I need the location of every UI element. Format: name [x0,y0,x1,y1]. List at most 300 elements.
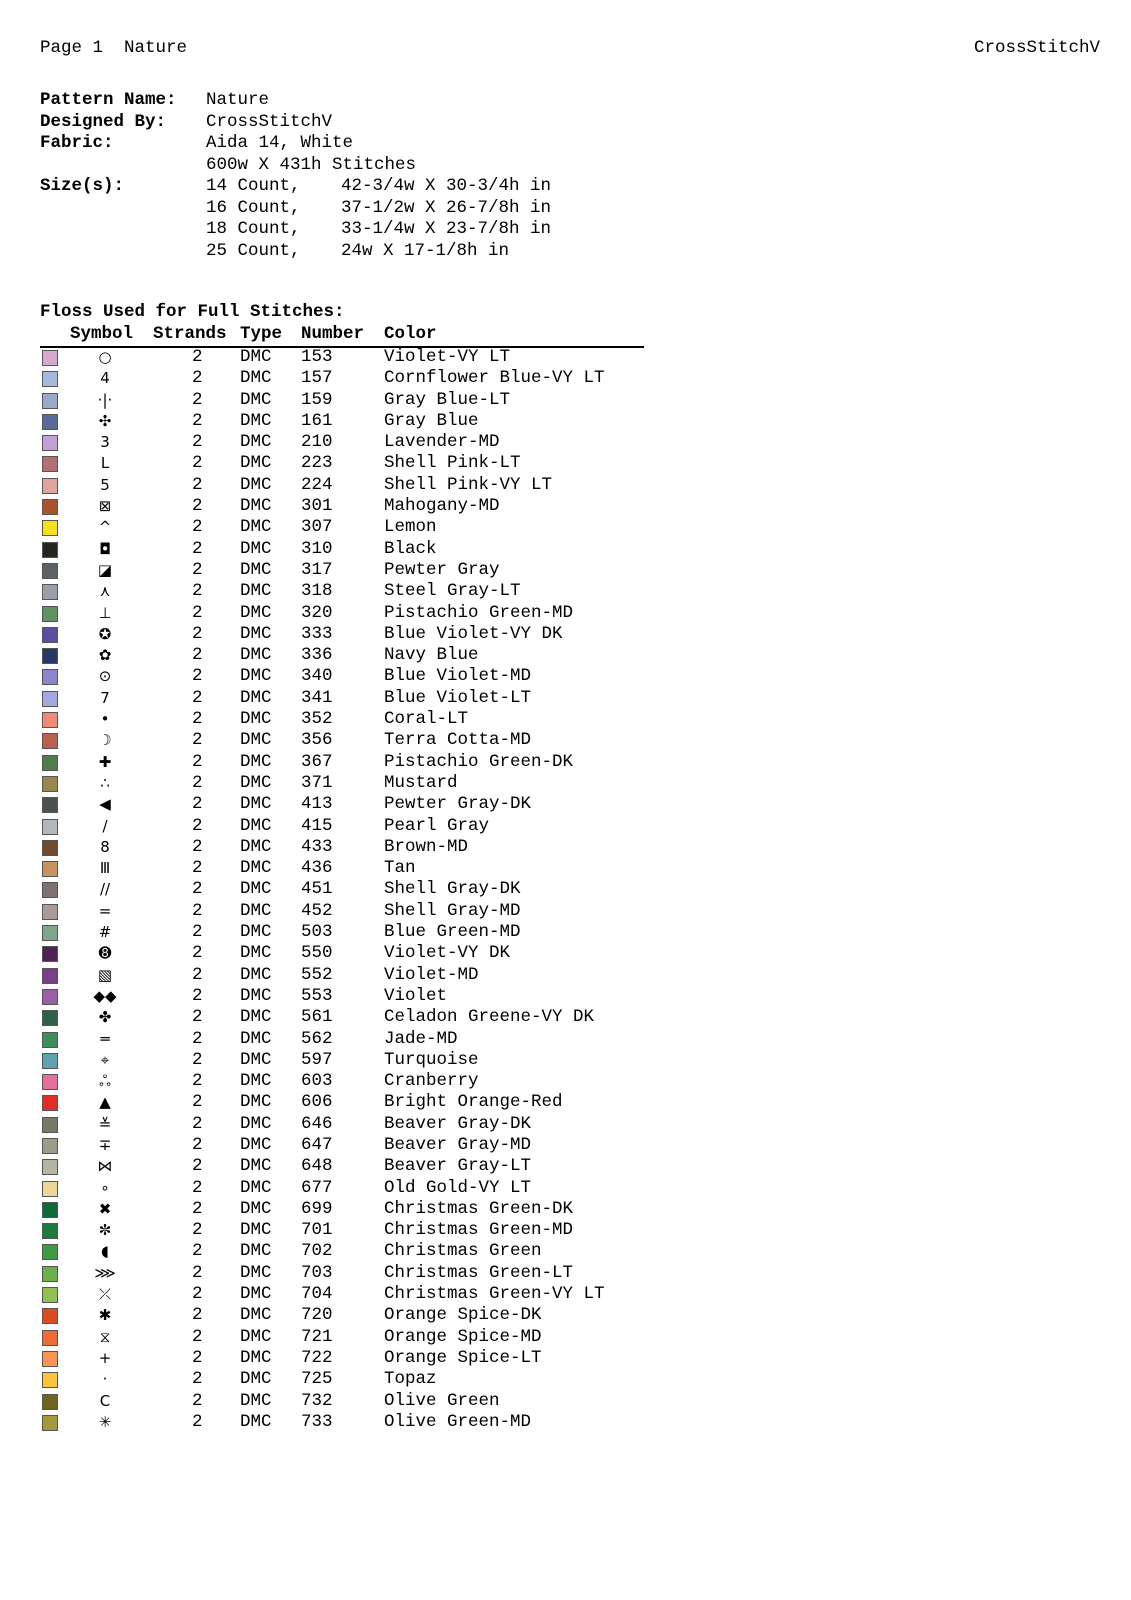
floss-row [40,858,680,879]
type-value: DMC [240,389,272,410]
symbol-glyph: ✤ [98,1008,112,1027]
floss-title: Floss Used for Full Stitches: [40,302,345,322]
type-value: DMC [240,368,272,389]
type-value: DMC [240,347,272,367]
type-value: DMC [240,453,272,474]
floss-row [40,517,680,538]
color-swatch [42,456,58,472]
strands-value: 2 [192,581,203,602]
color-swatch [42,1223,58,1239]
floss-number: 701 [301,1220,333,1241]
symbol-glyph: ▲ [99,1093,111,1112]
color-swatch [42,1074,58,1090]
strands-value: 2 [192,1305,203,1326]
floss-row [40,1029,680,1050]
floss-row [40,1071,680,1092]
floss-row [40,816,680,837]
symbol-glyph: ✪ [98,624,112,643]
color-name: Coral-LT [384,709,469,730]
strands-value: 2 [192,836,203,857]
type-value: DMC [240,1220,272,1241]
symbol-glyph: ⋈ [97,1157,113,1176]
floss-number: 550 [301,943,333,964]
strands-value: 2 [192,964,203,985]
color-swatch [42,1351,58,1367]
size-count: 16 Count, [206,197,301,218]
designed-by-value: CrossStitchV [206,111,333,132]
color-name: Mahogany-MD [384,496,500,517]
strands-value: 2 [192,645,203,666]
col-header-symbol: Symbol [70,324,134,344]
floss-row [40,1156,680,1177]
symbol-glyph: ◪ [97,560,113,579]
designed-by-label: Designed By: [40,111,167,132]
floss-number: 159 [301,389,333,410]
floss-row [40,560,680,581]
color-swatch [42,627,58,643]
symbol-glyph: ◘ [99,539,111,558]
type-value: DMC [240,730,272,751]
type-value: DMC [240,751,272,772]
color-swatch [42,733,58,749]
strands-value: 2 [192,900,203,921]
floss-row [40,411,680,432]
color-swatch [42,861,58,877]
symbol-glyph: ⊠ [98,497,112,516]
strands-value: 2 [192,389,203,410]
symbol-glyph: ⋏ [99,582,111,601]
strands-value: 2 [192,1390,203,1411]
color-swatch [42,350,58,366]
strands-value: 2 [192,623,203,644]
floss-row [40,965,680,986]
color-name: Violet-MD [384,964,479,985]
header-pattern-name: Nature [124,38,188,58]
floss-number: 317 [301,559,333,580]
symbol-glyph: + [98,1348,112,1367]
floss-row [40,1114,680,1135]
color-swatch [42,371,58,387]
color-name: Cornflower Blue-VY LT [384,368,605,389]
symbol-glyph: 7 [100,688,110,707]
strands-value: 2 [192,410,203,431]
floss-number: 597 [301,1049,333,1070]
symbol-glyph: ✳ [98,1412,112,1431]
color-name: Navy Blue [384,645,479,666]
floss-number: 223 [301,453,333,474]
strands-value: 2 [192,474,203,495]
floss-number: 318 [301,581,333,602]
color-swatch [42,584,58,600]
symbol-glyph: L [100,454,110,473]
strands-value: 2 [192,1113,203,1134]
type-value: DMC [240,709,272,730]
floss-number: 224 [301,474,333,495]
floss-row [40,986,680,1007]
color-name: Shell Pink-VY LT [384,474,553,495]
strands-value: 2 [192,943,203,964]
floss-number: 733 [301,1411,333,1432]
strands-value: 2 [192,1241,203,1262]
symbol-glyph: ✱ [98,1306,112,1325]
color-name: Blue Green-MD [384,922,521,943]
header-brand: CrossStitchV [973,38,1100,58]
type-value: DMC [240,1411,272,1432]
strands-value: 2 [192,815,203,836]
symbol-glyph: ○ [98,348,112,366]
symbol-glyph: 3 [100,433,110,452]
floss-number: 699 [301,1198,333,1219]
floss-row [40,730,680,751]
floss-number: 606 [301,1092,333,1113]
floss-row [40,1199,680,1220]
strands-value: 2 [192,666,203,687]
color-swatch [42,1181,58,1197]
floss-row [40,1263,680,1284]
floss-number: 648 [301,1156,333,1177]
symbol-glyph: 8 [100,837,110,856]
color-name: Pistachio Green-MD [384,602,574,623]
strands-value: 2 [192,1347,203,1368]
symbol-glyph: ═ [100,1029,110,1048]
color-swatch [42,393,58,409]
color-name: Christmas Green-DK [384,1198,574,1219]
color-swatch [42,414,58,430]
color-name: Blue Violet-LT [384,687,532,708]
symbol-glyph: // [99,880,111,899]
symbol-glyph: ◖ [101,1242,109,1261]
type-value: DMC [240,666,272,687]
floss-number: 210 [301,432,333,453]
color-swatch [42,1032,58,1048]
color-name: Black [384,538,437,559]
strands-value: 2 [192,1369,203,1390]
color-name: Jade-MD [384,1028,458,1049]
floss-row [40,773,680,794]
floss-number: 356 [301,730,333,751]
floss-row [40,390,680,411]
strands-value: 2 [192,687,203,708]
symbol-glyph: ⧖ [99,1327,111,1346]
symbol-glyph: ✣ [98,411,112,430]
floss-number: 553 [301,985,333,1006]
color-swatch [42,1117,58,1133]
color-name: Beaver Gray-MD [384,1134,532,1155]
color-swatch [42,797,58,813]
floss-number: 301 [301,496,333,517]
type-value: DMC [240,623,272,644]
symbol-glyph: ▧ [97,965,113,984]
strands-value: 2 [192,1071,203,1092]
strands-value: 2 [192,1284,203,1305]
type-value: DMC [240,1284,272,1305]
color-name: Violet-VY LT [384,347,511,367]
size-dimensions: 33-1/4w X 23-7/8h in [341,219,552,239]
strands-value: 2 [192,517,203,538]
color-swatch [42,499,58,515]
floss-number: 704 [301,1284,333,1305]
strands-value: 2 [192,496,203,517]
floss-number: 371 [301,772,333,793]
symbol-glyph: ✼ [98,1221,112,1240]
symbol-glyph: 4 [100,369,110,388]
type-value: DMC [240,1369,272,1390]
type-value: DMC [240,517,272,538]
symbol-glyph: ⊥ [98,603,112,622]
strands-value: 2 [192,1092,203,1113]
type-value: DMC [240,602,272,623]
floss-row [40,1220,680,1241]
color-name: Orange Spice-LT [384,1347,542,1368]
strands-value: 2 [192,1411,203,1432]
strands-value: 2 [192,985,203,1006]
color-swatch [42,1287,58,1303]
symbol-glyph: Ⅲ [99,859,111,878]
color-name: Bright Orange-Red [384,1092,563,1113]
floss-row [40,1178,680,1199]
color-swatch [42,1308,58,1324]
floss-row [40,1135,680,1156]
type-value: DMC [240,1241,272,1262]
color-name: Shell Gray-DK [384,879,521,900]
floss-row [40,368,680,389]
floss-number: 341 [301,687,333,708]
floss-number: 561 [301,1007,333,1028]
color-name: Olive Green [384,1390,500,1411]
floss-row [40,752,680,773]
floss-row [40,1369,680,1390]
type-value: DMC [240,879,272,900]
color-swatch [42,1415,58,1431]
floss-number: 647 [301,1134,333,1155]
floss-row [40,1305,680,1326]
color-swatch [42,904,58,920]
floss-row [40,837,680,858]
strands-value: 2 [192,368,203,389]
symbol-glyph: ➑ [98,944,112,963]
floss-row [40,1092,680,1113]
type-value: DMC [240,1198,272,1219]
strands-value: 2 [192,1326,203,1347]
type-value: DMC [240,1092,272,1113]
floss-row [40,624,680,645]
floss-number: 503 [301,922,333,943]
color-swatch [42,1159,58,1175]
symbol-glyph: # [98,923,112,942]
type-value: DMC [240,1028,272,1049]
color-name: Orange Spice-DK [384,1305,542,1326]
color-swatch [42,1244,58,1260]
color-name: Shell Pink-LT [384,453,521,474]
floss-number: 310 [301,538,333,559]
size-dimensions: 42-3/4w X 30-3/4h in [341,176,552,196]
color-name: Tan [384,858,416,879]
strands-value: 2 [192,453,203,474]
floss-number: 646 [301,1113,333,1134]
floss-row [40,943,680,964]
color-swatch [42,478,58,494]
strands-value: 2 [192,1262,203,1283]
color-swatch [42,1095,58,1111]
color-name: Lavender-MD [384,432,500,453]
color-swatch [42,520,58,536]
color-name: Steel Gray-LT [384,581,521,602]
symbol-glyph: • [100,710,110,729]
color-name: Violet [384,985,448,1006]
strands-value: 2 [192,1049,203,1070]
symbol-glyph: ≚ [98,1114,112,1133]
strands-value: 2 [192,1028,203,1049]
color-name: Christmas Green-VY LT [384,1284,605,1305]
floss-row [40,794,680,815]
floss-number: 367 [301,751,333,772]
type-value: DMC [240,900,272,921]
size-count: 18 Count, [206,219,301,239]
type-value: DMC [240,1305,272,1326]
strands-value: 2 [192,794,203,815]
floss-row [40,1348,680,1369]
col-header-strands: Strands [153,324,227,344]
floss-number: 157 [301,368,333,389]
color-name: Blue Violet-VY DK [384,623,563,644]
type-value: DMC [240,836,272,857]
type-value: DMC [240,922,272,943]
type-value: DMC [240,1049,272,1070]
color-name: Olive Green-MD [384,1411,532,1432]
type-value: DMC [240,964,272,985]
floss-row [40,1327,680,1348]
strands-value: 2 [192,1134,203,1155]
type-value: DMC [240,1177,272,1198]
floss-row [40,1391,680,1412]
color-swatch [42,755,58,771]
floss-number: 415 [301,815,333,836]
floss-row [40,539,680,560]
color-swatch [42,648,58,664]
color-name: Mustard [384,772,458,793]
type-value: DMC [240,1071,272,1092]
symbol-glyph: ^ [98,518,112,537]
color-name: Beaver Gray-LT [384,1156,532,1177]
floss-number: 721 [301,1326,333,1347]
symbol-glyph: ☽ [98,731,112,750]
floss-number: 413 [301,794,333,815]
color-name: Cranberry [384,1071,479,1092]
symbol-glyph: = [98,901,112,920]
floss-number: 320 [301,602,333,623]
color-name: Orange Spice-MD [384,1326,542,1347]
strands-value: 2 [192,538,203,559]
symbol-glyph: ∘ [100,1178,110,1197]
color-name: Gray Blue [384,410,479,431]
color-name: Celadon Greene-VY DK [384,1007,595,1028]
color-swatch [42,968,58,984]
type-value: DMC [240,772,272,793]
strands-value: 2 [192,772,203,793]
color-name: Violet-VY DK [384,943,511,964]
type-value: DMC [240,815,272,836]
strands-value: 2 [192,1220,203,1241]
floss-row [40,901,680,922]
color-name: Beaver Gray-DK [384,1113,532,1134]
type-value: DMC [240,1007,272,1028]
color-swatch [42,606,58,622]
strands-value: 2 [192,709,203,730]
strands-value: 2 [192,858,203,879]
type-value: DMC [240,1156,272,1177]
floss-table [40,347,680,1433]
color-swatch [42,1394,58,1410]
floss-number: 336 [301,645,333,666]
floss-number: 452 [301,900,333,921]
strands-value: 2 [192,922,203,943]
col-header-color: Color [384,324,437,344]
symbol-glyph: / [102,816,108,835]
type-value: DMC [240,985,272,1006]
col-header-number: Number [301,324,365,344]
floss-number: 677 [301,1177,333,1198]
color-swatch [42,1053,58,1069]
color-swatch [42,1010,58,1026]
type-value: DMC [240,943,272,964]
color-name: Lemon [384,517,437,538]
strands-value: 2 [192,751,203,772]
type-value: DMC [240,581,272,602]
symbol-glyph: ◆◆ [93,986,117,1005]
symbol-glyph: ·|· [97,390,113,409]
type-value: DMC [240,1326,272,1347]
floss-number: 161 [301,410,333,431]
type-value: DMC [240,794,272,815]
floss-number: 340 [301,666,333,687]
floss-row [40,1007,680,1028]
symbol-glyph: ✚ [98,752,112,771]
strands-value: 2 [192,1198,203,1219]
symbol-glyph: ⊙ [98,667,112,686]
floss-row [40,347,680,368]
size-count: 14 Count, [206,176,301,196]
color-name: Brown-MD [384,836,469,857]
color-name: Blue Violet-MD [384,666,532,687]
floss-number: 722 [301,1347,333,1368]
symbol-glyph: ⌖ [100,1050,110,1069]
strands-value: 2 [192,602,203,623]
symbol-glyph: ⤫ [98,1285,111,1304]
type-value: DMC [240,538,272,559]
color-swatch [42,669,58,685]
stitches-value: 600w X 431h Stitches [206,154,417,175]
color-name: Pistachio Green-DK [384,751,574,772]
floss-row [40,922,680,943]
color-swatch [42,776,58,792]
floss-number: 732 [301,1390,333,1411]
floss-row [40,603,680,624]
color-swatch [42,563,58,579]
type-value: DMC [240,1113,272,1134]
strands-value: 2 [192,1007,203,1028]
floss-row [40,1241,680,1262]
floss-number: 562 [301,1028,333,1049]
floss-number: 725 [301,1369,333,1390]
type-value: DMC [240,474,272,495]
floss-number: 307 [301,517,333,538]
symbol-glyph: · [102,1370,108,1389]
symbol-glyph: ⋙ [94,1263,116,1282]
page-number: Page 1 [40,38,104,58]
fabric-value: Aida 14, White [206,133,354,153]
symbol-glyph: ∴ [100,773,110,792]
strands-value: 2 [192,730,203,751]
